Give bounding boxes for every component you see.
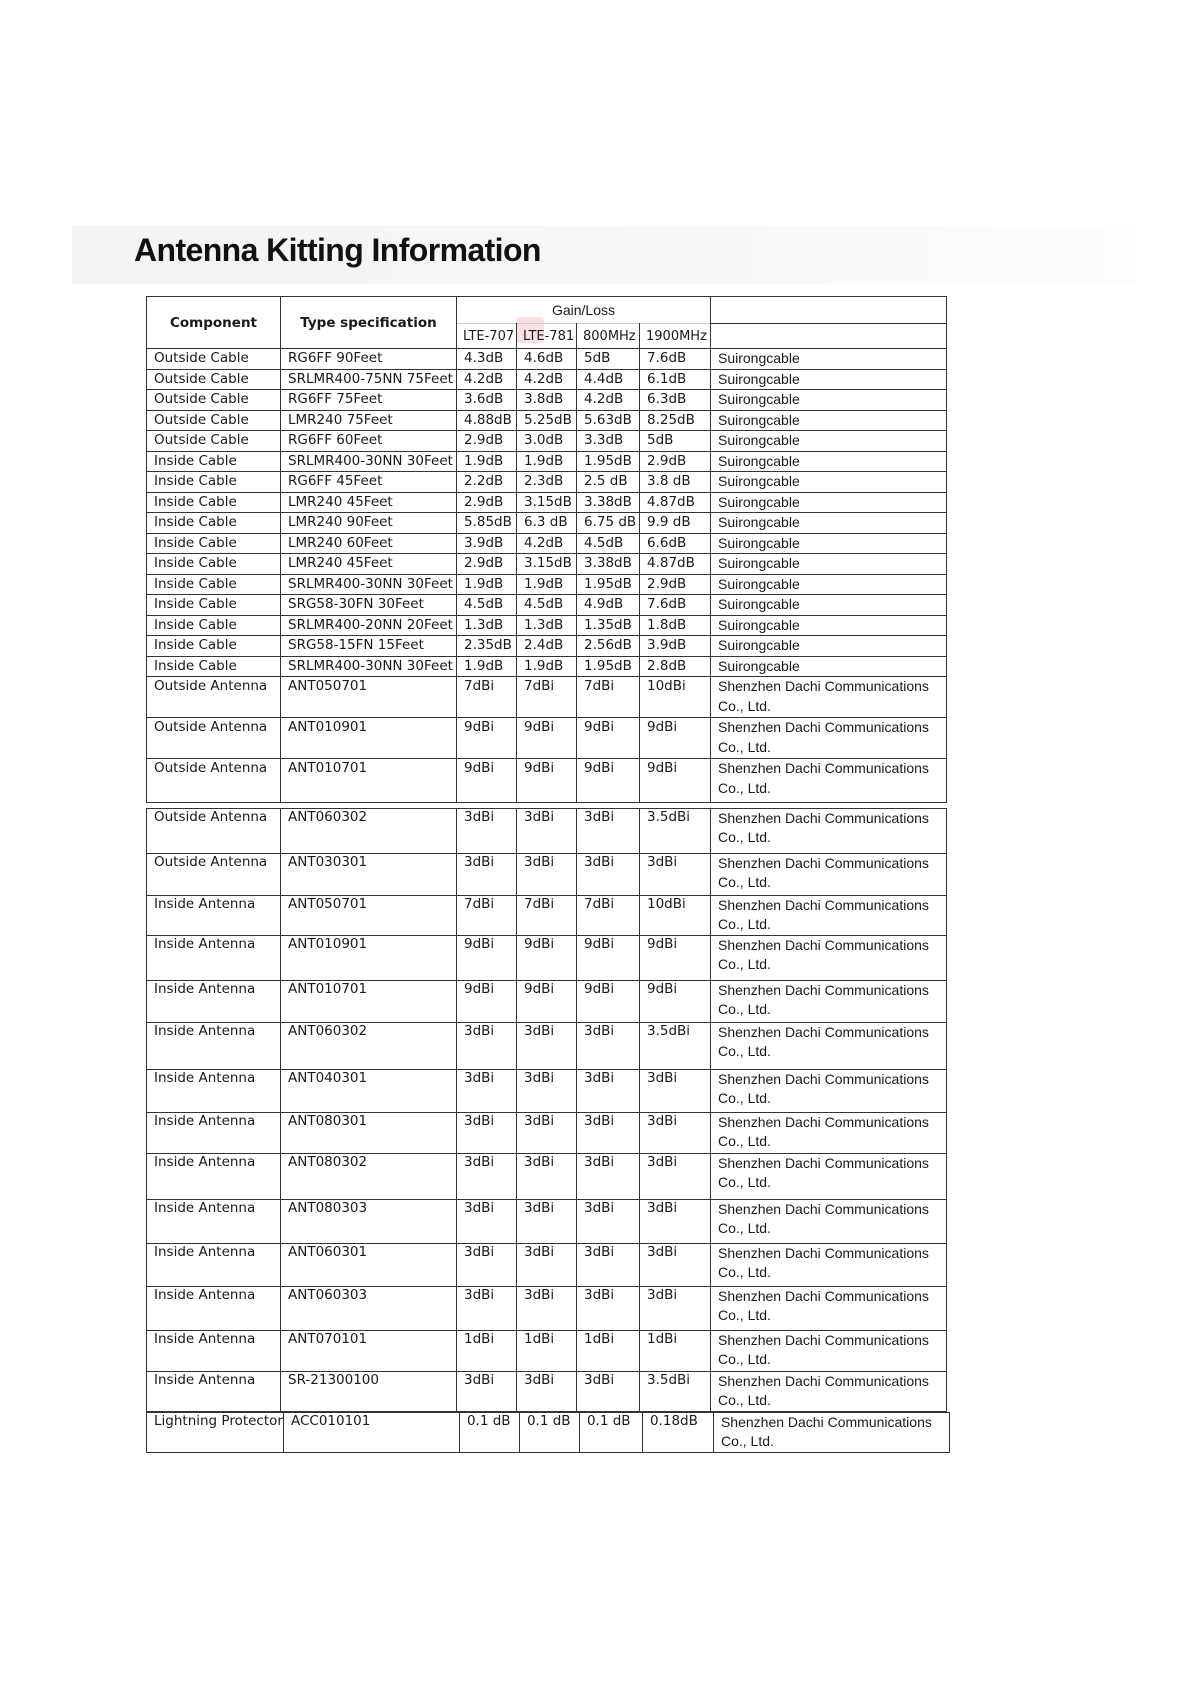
- cell-manufacturer: Shenzhen Dachi Communications Co., Ltd.: [711, 718, 947, 759]
- cell-type: LMR240 90Feet: [281, 513, 457, 534]
- cell-lte707: 1.9dB: [457, 451, 517, 472]
- table-row: [147, 981, 947, 1023]
- cell-lte707: 3dBi: [457, 809, 517, 854]
- cell-lte707: 4.88dB: [457, 410, 517, 431]
- cell-lte781: 1.9dB: [517, 656, 577, 677]
- cell-type: SRLMR400-30NN 30Feet: [281, 574, 457, 595]
- cell-manufacturer: Shenzhen Dachi Communications Co., Ltd.: [711, 809, 947, 854]
- cell-manufacturer: Suirongcable: [711, 369, 947, 390]
- cell-type: SRG58-15FN 15Feet: [281, 636, 457, 657]
- table-row: [147, 1113, 947, 1154]
- cell-type: ANT050701: [281, 677, 457, 718]
- cell-1900mhz: 8.25dB: [640, 410, 711, 431]
- cell-manufacturer: Shenzhen Dachi Communications Co., Ltd.: [711, 1244, 947, 1287]
- cell-1900mhz: 5dB: [640, 431, 711, 452]
- cell-1900mhz: 1.8dB: [640, 615, 711, 636]
- cell-type: SRLMR400-30NN 30Feet: [281, 451, 457, 472]
- cell-type: LMR240 45Feet: [281, 554, 457, 575]
- cell-800mhz: 2.56dB: [577, 636, 640, 657]
- cell-lte707: 4.2dB: [457, 369, 517, 390]
- cell-800mhz: 9dBi: [577, 718, 640, 759]
- cell-component: Inside Antenna: [147, 1113, 281, 1154]
- cell-lte781: 4.6dB: [517, 349, 577, 370]
- cell-component: Inside Cable: [147, 574, 281, 595]
- cell-lte781: 5.25dB: [517, 410, 577, 431]
- cell-manufacturer: Shenzhen Dachi Communications Co., Ltd.: [711, 1331, 947, 1372]
- cell-lte781: 9dBi: [517, 936, 577, 981]
- cell-1900mhz: 3dBi: [640, 854, 711, 896]
- cell-manufacturer: Suirongcable: [711, 533, 947, 554]
- cell-component: Outside Antenna: [147, 809, 281, 854]
- table-row: [147, 896, 947, 936]
- cell-component: Outside Cable: [147, 410, 281, 431]
- cell-lte707: 2.35dB: [457, 636, 517, 657]
- cell-800mhz: 5.63dB: [577, 410, 640, 431]
- cell-component: Outside Antenna: [147, 718, 281, 759]
- cell-component: Inside Antenna: [147, 1023, 281, 1070]
- cell-manufacturer: Suirongcable: [711, 451, 947, 472]
- cell-1900mhz: 4.87dB: [640, 492, 711, 513]
- header-band: LTE-781: [517, 324, 577, 349]
- cell-type: RG6FF 75Feet: [281, 390, 457, 411]
- cell-lte781: 9dBi: [517, 718, 577, 759]
- cell-800mhz: 9dBi: [577, 936, 640, 981]
- cell-component: Inside Cable: [147, 554, 281, 575]
- cell-800mhz: 3dBi: [577, 1070, 640, 1113]
- cell-800mhz: 4.5dB: [577, 533, 640, 554]
- table-row: [147, 431, 947, 452]
- header-component: Component: [147, 297, 281, 349]
- cell-800mhz: 0.1 dB: [579, 1413, 642, 1453]
- table-row: [147, 513, 947, 534]
- cell-lte707: 2.2dB: [457, 472, 517, 493]
- cell-1900mhz: 2.8dB: [640, 656, 711, 677]
- cell-lte707: 3dBi: [457, 1070, 517, 1113]
- cell-manufacturer: Shenzhen Dachi Communications Co., Ltd.: [711, 854, 947, 896]
- table-row: [147, 410, 947, 431]
- table-row: [147, 1070, 947, 1113]
- cell-800mhz: 4.2dB: [577, 390, 640, 411]
- cell-component: Inside Cable: [147, 472, 281, 493]
- cell-component: Outside Cable: [147, 349, 281, 370]
- cell-type: LMR240 75Feet: [281, 410, 457, 431]
- kitting-table-main: [146, 296, 947, 803]
- cell-component: Inside Antenna: [147, 1244, 281, 1287]
- table-body-protector: [147, 1413, 950, 1453]
- cell-1900mhz: 9dBi: [640, 718, 711, 759]
- table-row: [147, 1331, 947, 1372]
- cell-type: LMR240 45Feet: [281, 492, 457, 513]
- cell-lte781: 1.9dB: [517, 574, 577, 595]
- cell-manufacturer: Shenzhen Dachi Communications Co., Ltd.: [713, 1413, 949, 1453]
- cell-800mhz: 3.38dB: [577, 554, 640, 575]
- cell-type: SRLMR400-30NN 30Feet: [281, 656, 457, 677]
- cell-lte781: 1.3dB: [517, 615, 577, 636]
- cell-lte781: 3dBi: [517, 854, 577, 896]
- cell-type: ANT080301: [281, 1113, 457, 1154]
- cell-lte707: 3dBi: [457, 1154, 517, 1200]
- cell-lte707: 3.9dB: [457, 533, 517, 554]
- cell-component: Inside Cable: [147, 656, 281, 677]
- cell-component: Inside Antenna: [147, 1372, 281, 1412]
- header-manufacturer-sub: [711, 324, 947, 349]
- cell-800mhz: 3.38dB: [577, 492, 640, 513]
- cell-type: ANT060302: [281, 809, 457, 854]
- cell-manufacturer: Shenzhen Dachi Communications Co., Ltd.: [711, 1070, 947, 1113]
- cell-lte781: 6.3 dB: [517, 513, 577, 534]
- cell-type: ANT060303: [281, 1287, 457, 1331]
- cell-1900mhz: 6.6dB: [640, 533, 711, 554]
- cell-type: RG6FF 45Feet: [281, 472, 457, 493]
- table-row: [147, 1023, 947, 1070]
- cell-manufacturer: Shenzhen Dachi Communications Co., Ltd.: [711, 896, 947, 936]
- cell-manufacturer: Suirongcable: [711, 513, 947, 534]
- cell-component: Outside Cable: [147, 431, 281, 452]
- cell-800mhz: 1.95dB: [577, 656, 640, 677]
- cell-lte707: 3dBi: [457, 1287, 517, 1331]
- cell-1900mhz: 7.6dB: [640, 349, 711, 370]
- cell-lte707: 3dBi: [457, 1200, 517, 1244]
- cell-lte707: 2.9dB: [457, 554, 517, 575]
- cell-component: Outside Antenna: [147, 759, 281, 803]
- cell-1900mhz: 3dBi: [640, 1154, 711, 1200]
- cell-type: SRLMR400-75NN 75Feet: [281, 369, 457, 390]
- cell-type: ANT060301: [281, 1244, 457, 1287]
- cell-type: ANT060302: [281, 1023, 457, 1070]
- cell-manufacturer: Suirongcable: [711, 656, 947, 677]
- cell-1900mhz: 3dBi: [640, 1070, 711, 1113]
- cell-manufacturer: Suirongcable: [711, 349, 947, 370]
- cell-1900mhz: 0.18dB: [642, 1413, 713, 1453]
- table-row: [147, 936, 947, 981]
- cell-component: Inside Cable: [147, 533, 281, 554]
- cell-1900mhz: 10dBi: [640, 896, 711, 936]
- table-row: [147, 451, 947, 472]
- cell-lte707: 3.6dB: [457, 390, 517, 411]
- cell-1900mhz: 3.5dBi: [640, 809, 711, 854]
- cell-type: ANT030301: [281, 854, 457, 896]
- cell-lte707: 3dBi: [457, 854, 517, 896]
- cell-component: Inside Antenna: [147, 981, 281, 1023]
- cell-lte707: 2.9dB: [457, 492, 517, 513]
- cell-component: Inside Cable: [147, 492, 281, 513]
- table-row: [147, 809, 947, 854]
- cell-lte707: 9dBi: [457, 718, 517, 759]
- cell-manufacturer: Suirongcable: [711, 431, 947, 452]
- cell-manufacturer: Shenzhen Dachi Communications Co., Ltd.: [711, 1200, 947, 1244]
- cell-lte707: 1.9dB: [457, 656, 517, 677]
- table-row: [147, 492, 947, 513]
- table-row: [147, 854, 947, 896]
- table-row: [147, 533, 947, 554]
- table-row: [147, 677, 947, 718]
- cell-800mhz: 3.3dB: [577, 431, 640, 452]
- cell-1900mhz: 2.9dB: [640, 451, 711, 472]
- table-row: [147, 759, 947, 803]
- cell-type: RG6FF 90Feet: [281, 349, 457, 370]
- cell-manufacturer: Suirongcable: [711, 472, 947, 493]
- cell-800mhz: 2.5 dB: [577, 472, 640, 493]
- cell-type: ANT010901: [281, 718, 457, 759]
- cell-1900mhz: 2.9dB: [640, 574, 711, 595]
- cell-1900mhz: 3dBi: [640, 1287, 711, 1331]
- cell-lte781: 9dBi: [517, 981, 577, 1023]
- table-row: [147, 1200, 947, 1244]
- cell-manufacturer: Suirongcable: [711, 574, 947, 595]
- cell-1900mhz: 6.1dB: [640, 369, 711, 390]
- cell-1900mhz: 4.87dB: [640, 554, 711, 575]
- table-row: [147, 1413, 950, 1453]
- table-row: [147, 718, 947, 759]
- table-row: [147, 349, 947, 370]
- header-type-spec: Type specification: [281, 297, 457, 349]
- cell-component: Inside Cable: [147, 513, 281, 534]
- cell-manufacturer: Suirongcable: [711, 554, 947, 575]
- cell-component: Outside Antenna: [147, 677, 281, 718]
- cell-lte781: 7dBi: [517, 896, 577, 936]
- cell-type: ANT080302: [281, 1154, 457, 1200]
- cell-component: Inside Antenna: [147, 1287, 281, 1331]
- cell-manufacturer: Suirongcable: [711, 390, 947, 411]
- cell-800mhz: 4.9dB: [577, 595, 640, 616]
- cell-type: ANT040301: [281, 1070, 457, 1113]
- cell-lte707: 2.9dB: [457, 431, 517, 452]
- cell-lte781: 2.4dB: [517, 636, 577, 657]
- cell-manufacturer: Suirongcable: [711, 595, 947, 616]
- cell-component: Inside Antenna: [147, 1331, 281, 1372]
- table-row: [147, 1244, 947, 1287]
- cell-800mhz: 1dBi: [577, 1331, 640, 1372]
- cell-lte707: 9dBi: [457, 759, 517, 803]
- table-row: [147, 636, 947, 657]
- cell-800mhz: 7dBi: [577, 896, 640, 936]
- cell-lte781: 3dBi: [517, 1154, 577, 1200]
- cell-lte781: 3.8dB: [517, 390, 577, 411]
- cell-lte781: 3dBi: [517, 1200, 577, 1244]
- cell-lte707: 3dBi: [457, 1113, 517, 1154]
- cell-1900mhz: 9dBi: [640, 936, 711, 981]
- cell-component: Inside Cable: [147, 615, 281, 636]
- cell-1900mhz: 3.5dBi: [640, 1372, 711, 1412]
- cell-component: Lightning Protector: [147, 1413, 284, 1453]
- cell-lte781: 3dBi: [517, 1070, 577, 1113]
- cell-800mhz: 1.35dB: [577, 615, 640, 636]
- kitting-table-antennas: [146, 808, 947, 1412]
- cell-type: ANT010701: [281, 981, 457, 1023]
- cell-1900mhz: 3dBi: [640, 1113, 711, 1154]
- cell-lte707: 9dBi: [457, 936, 517, 981]
- cell-1900mhz: 3.5dBi: [640, 1023, 711, 1070]
- cell-lte707: 1.3dB: [457, 615, 517, 636]
- cell-manufacturer: Shenzhen Dachi Communications Co., Ltd.: [711, 759, 947, 803]
- cell-manufacturer: Shenzhen Dachi Communications Co., Ltd.: [711, 1372, 947, 1412]
- cell-manufacturer: Shenzhen Dachi Communications Co., Ltd.: [711, 981, 947, 1023]
- cell-lte781: 1dBi: [517, 1331, 577, 1372]
- document-title: Antenna Kitting Information: [134, 232, 541, 268]
- cell-800mhz: 3dBi: [577, 1154, 640, 1200]
- cell-component: Inside Antenna: [147, 1070, 281, 1113]
- header-band: 1900MHz: [640, 324, 711, 349]
- cell-800mhz: 1.95dB: [577, 451, 640, 472]
- cell-1900mhz: 7.6dB: [640, 595, 711, 616]
- cell-manufacturer: Shenzhen Dachi Communications Co., Ltd.: [711, 1023, 947, 1070]
- cell-lte781: 9dBi: [517, 759, 577, 803]
- cell-800mhz: 3dBi: [577, 1287, 640, 1331]
- cell-1900mhz: 3.8 dB: [640, 472, 711, 493]
- cell-800mhz: 1.95dB: [577, 574, 640, 595]
- cell-800mhz: 3dBi: [577, 1113, 640, 1154]
- cell-800mhz: 3dBi: [577, 854, 640, 896]
- cell-type: ANT010901: [281, 936, 457, 981]
- cell-lte781: 4.5dB: [517, 595, 577, 616]
- cell-lte707: 7dBi: [457, 896, 517, 936]
- cell-lte781: 4.2dB: [517, 369, 577, 390]
- cell-800mhz: 7dBi: [577, 677, 640, 718]
- cell-manufacturer: Shenzhen Dachi Communications Co., Ltd.: [711, 1287, 947, 1331]
- kitting-table-protector: [146, 1412, 950, 1453]
- cell-component: Inside Antenna: [147, 936, 281, 981]
- cell-type: LMR240 60Feet: [281, 533, 457, 554]
- table-body-antennas: [147, 809, 947, 1412]
- cell-component: Inside Cable: [147, 595, 281, 616]
- table-row: [147, 574, 947, 595]
- header-band: LTE-707: [457, 324, 517, 349]
- cell-800mhz: 3dBi: [577, 1023, 640, 1070]
- cell-1900mhz: 3dBi: [640, 1200, 711, 1244]
- header-manufacturer: [711, 297, 947, 324]
- cell-1900mhz: 9dBi: [640, 981, 711, 1023]
- header-gain-loss: Gain/Loss: [457, 297, 711, 324]
- cell-lte707: 4.3dB: [457, 349, 517, 370]
- table-body-main: [147, 349, 947, 803]
- table-row: [147, 390, 947, 411]
- cell-lte781: 3dBi: [517, 1113, 577, 1154]
- cell-lte781: 3dBi: [517, 1372, 577, 1412]
- cell-component: Outside Cable: [147, 390, 281, 411]
- table-row: [147, 656, 947, 677]
- cell-component: Inside Antenna: [147, 1154, 281, 1200]
- header-band: 800MHz: [577, 324, 640, 349]
- cell-lte781: 3dBi: [517, 1287, 577, 1331]
- cell-type: ANT080303: [281, 1200, 457, 1244]
- cell-800mhz: 4.4dB: [577, 369, 640, 390]
- cell-component: Inside Antenna: [147, 1200, 281, 1244]
- cell-lte781: 3.15dB: [517, 492, 577, 513]
- cell-type: ANT050701: [281, 896, 457, 936]
- cell-manufacturer: Suirongcable: [711, 410, 947, 431]
- table-row: [147, 369, 947, 390]
- cell-lte781: 0.1 dB: [519, 1413, 579, 1453]
- table-row: [147, 1287, 947, 1331]
- cell-800mhz: 3dBi: [577, 809, 640, 854]
- cell-type: ANT010701: [281, 759, 457, 803]
- cell-lte707: 5.85dB: [457, 513, 517, 534]
- cell-manufacturer: Shenzhen Dachi Communications Co., Ltd.: [711, 677, 947, 718]
- cell-1900mhz: 10dBi: [640, 677, 711, 718]
- cell-lte707: 7dBi: [457, 677, 517, 718]
- cell-lte781: 3.15dB: [517, 554, 577, 575]
- cell-type: SRLMR400-20NN 20Feet: [281, 615, 457, 636]
- cell-lte781: 4.2dB: [517, 533, 577, 554]
- cell-lte781: 3dBi: [517, 1023, 577, 1070]
- cell-manufacturer: Suirongcable: [711, 492, 947, 513]
- cell-manufacturer: Shenzhen Dachi Communications Co., Ltd.: [711, 936, 947, 981]
- cell-1900mhz: 1dBi: [640, 1331, 711, 1372]
- cell-lte781: 7dBi: [517, 677, 577, 718]
- cell-lte781: 3.0dB: [517, 431, 577, 452]
- cell-component: Inside Cable: [147, 451, 281, 472]
- cell-1900mhz: 6.3dB: [640, 390, 711, 411]
- cell-component: Outside Antenna: [147, 854, 281, 896]
- cell-1900mhz: 9.9 dB: [640, 513, 711, 534]
- cell-lte707: 3dBi: [457, 1244, 517, 1287]
- cell-component: Outside Cable: [147, 369, 281, 390]
- cell-lte707: 1dBi: [457, 1331, 517, 1372]
- cell-1900mhz: 3dBi: [640, 1244, 711, 1287]
- table-row: [147, 1372, 947, 1412]
- table-row: [147, 595, 947, 616]
- cell-lte781: 1.9dB: [517, 451, 577, 472]
- cell-1900mhz: 3.9dB: [640, 636, 711, 657]
- cell-800mhz: 5dB: [577, 349, 640, 370]
- cell-800mhz: 9dBi: [577, 981, 640, 1023]
- cell-lte707: 4.5dB: [457, 595, 517, 616]
- cell-type: ANT070101: [281, 1331, 457, 1372]
- cell-manufacturer: Suirongcable: [711, 615, 947, 636]
- cell-manufacturer: Shenzhen Dachi Communications Co., Ltd.: [711, 1113, 947, 1154]
- cell-type: ACC010101: [283, 1413, 459, 1453]
- cell-type: SR-21300100: [281, 1372, 457, 1412]
- cell-lte707: 1.9dB: [457, 574, 517, 595]
- cell-manufacturer: Suirongcable: [711, 636, 947, 657]
- table-row: [147, 472, 947, 493]
- table-row: [147, 1154, 947, 1200]
- cell-type: RG6FF 60Feet: [281, 431, 457, 452]
- cell-component: Inside Antenna: [147, 896, 281, 936]
- cell-lte707: 3dBi: [457, 1023, 517, 1070]
- cell-800mhz: 3dBi: [577, 1200, 640, 1244]
- cell-lte781: 2.3dB: [517, 472, 577, 493]
- table-row: [147, 554, 947, 575]
- cell-lte707: 0.1 dB: [459, 1413, 519, 1453]
- cell-800mhz: 3dBi: [577, 1244, 640, 1287]
- cell-lte707: 9dBi: [457, 981, 517, 1023]
- cell-800mhz: 3dBi: [577, 1372, 640, 1412]
- cell-1900mhz: 9dBi: [640, 759, 711, 803]
- cell-component: Inside Cable: [147, 636, 281, 657]
- cell-type: SRG58-30FN 30Feet: [281, 595, 457, 616]
- cell-lte781: 3dBi: [517, 1244, 577, 1287]
- table-row: [147, 615, 947, 636]
- cell-800mhz: 9dBi: [577, 759, 640, 803]
- cell-lte781: 3dBi: [517, 809, 577, 854]
- cell-800mhz: 6.75 dB: [577, 513, 640, 534]
- cell-manufacturer: Shenzhen Dachi Communications Co., Ltd.: [711, 1154, 947, 1200]
- cell-lte707: 3dBi: [457, 1372, 517, 1412]
